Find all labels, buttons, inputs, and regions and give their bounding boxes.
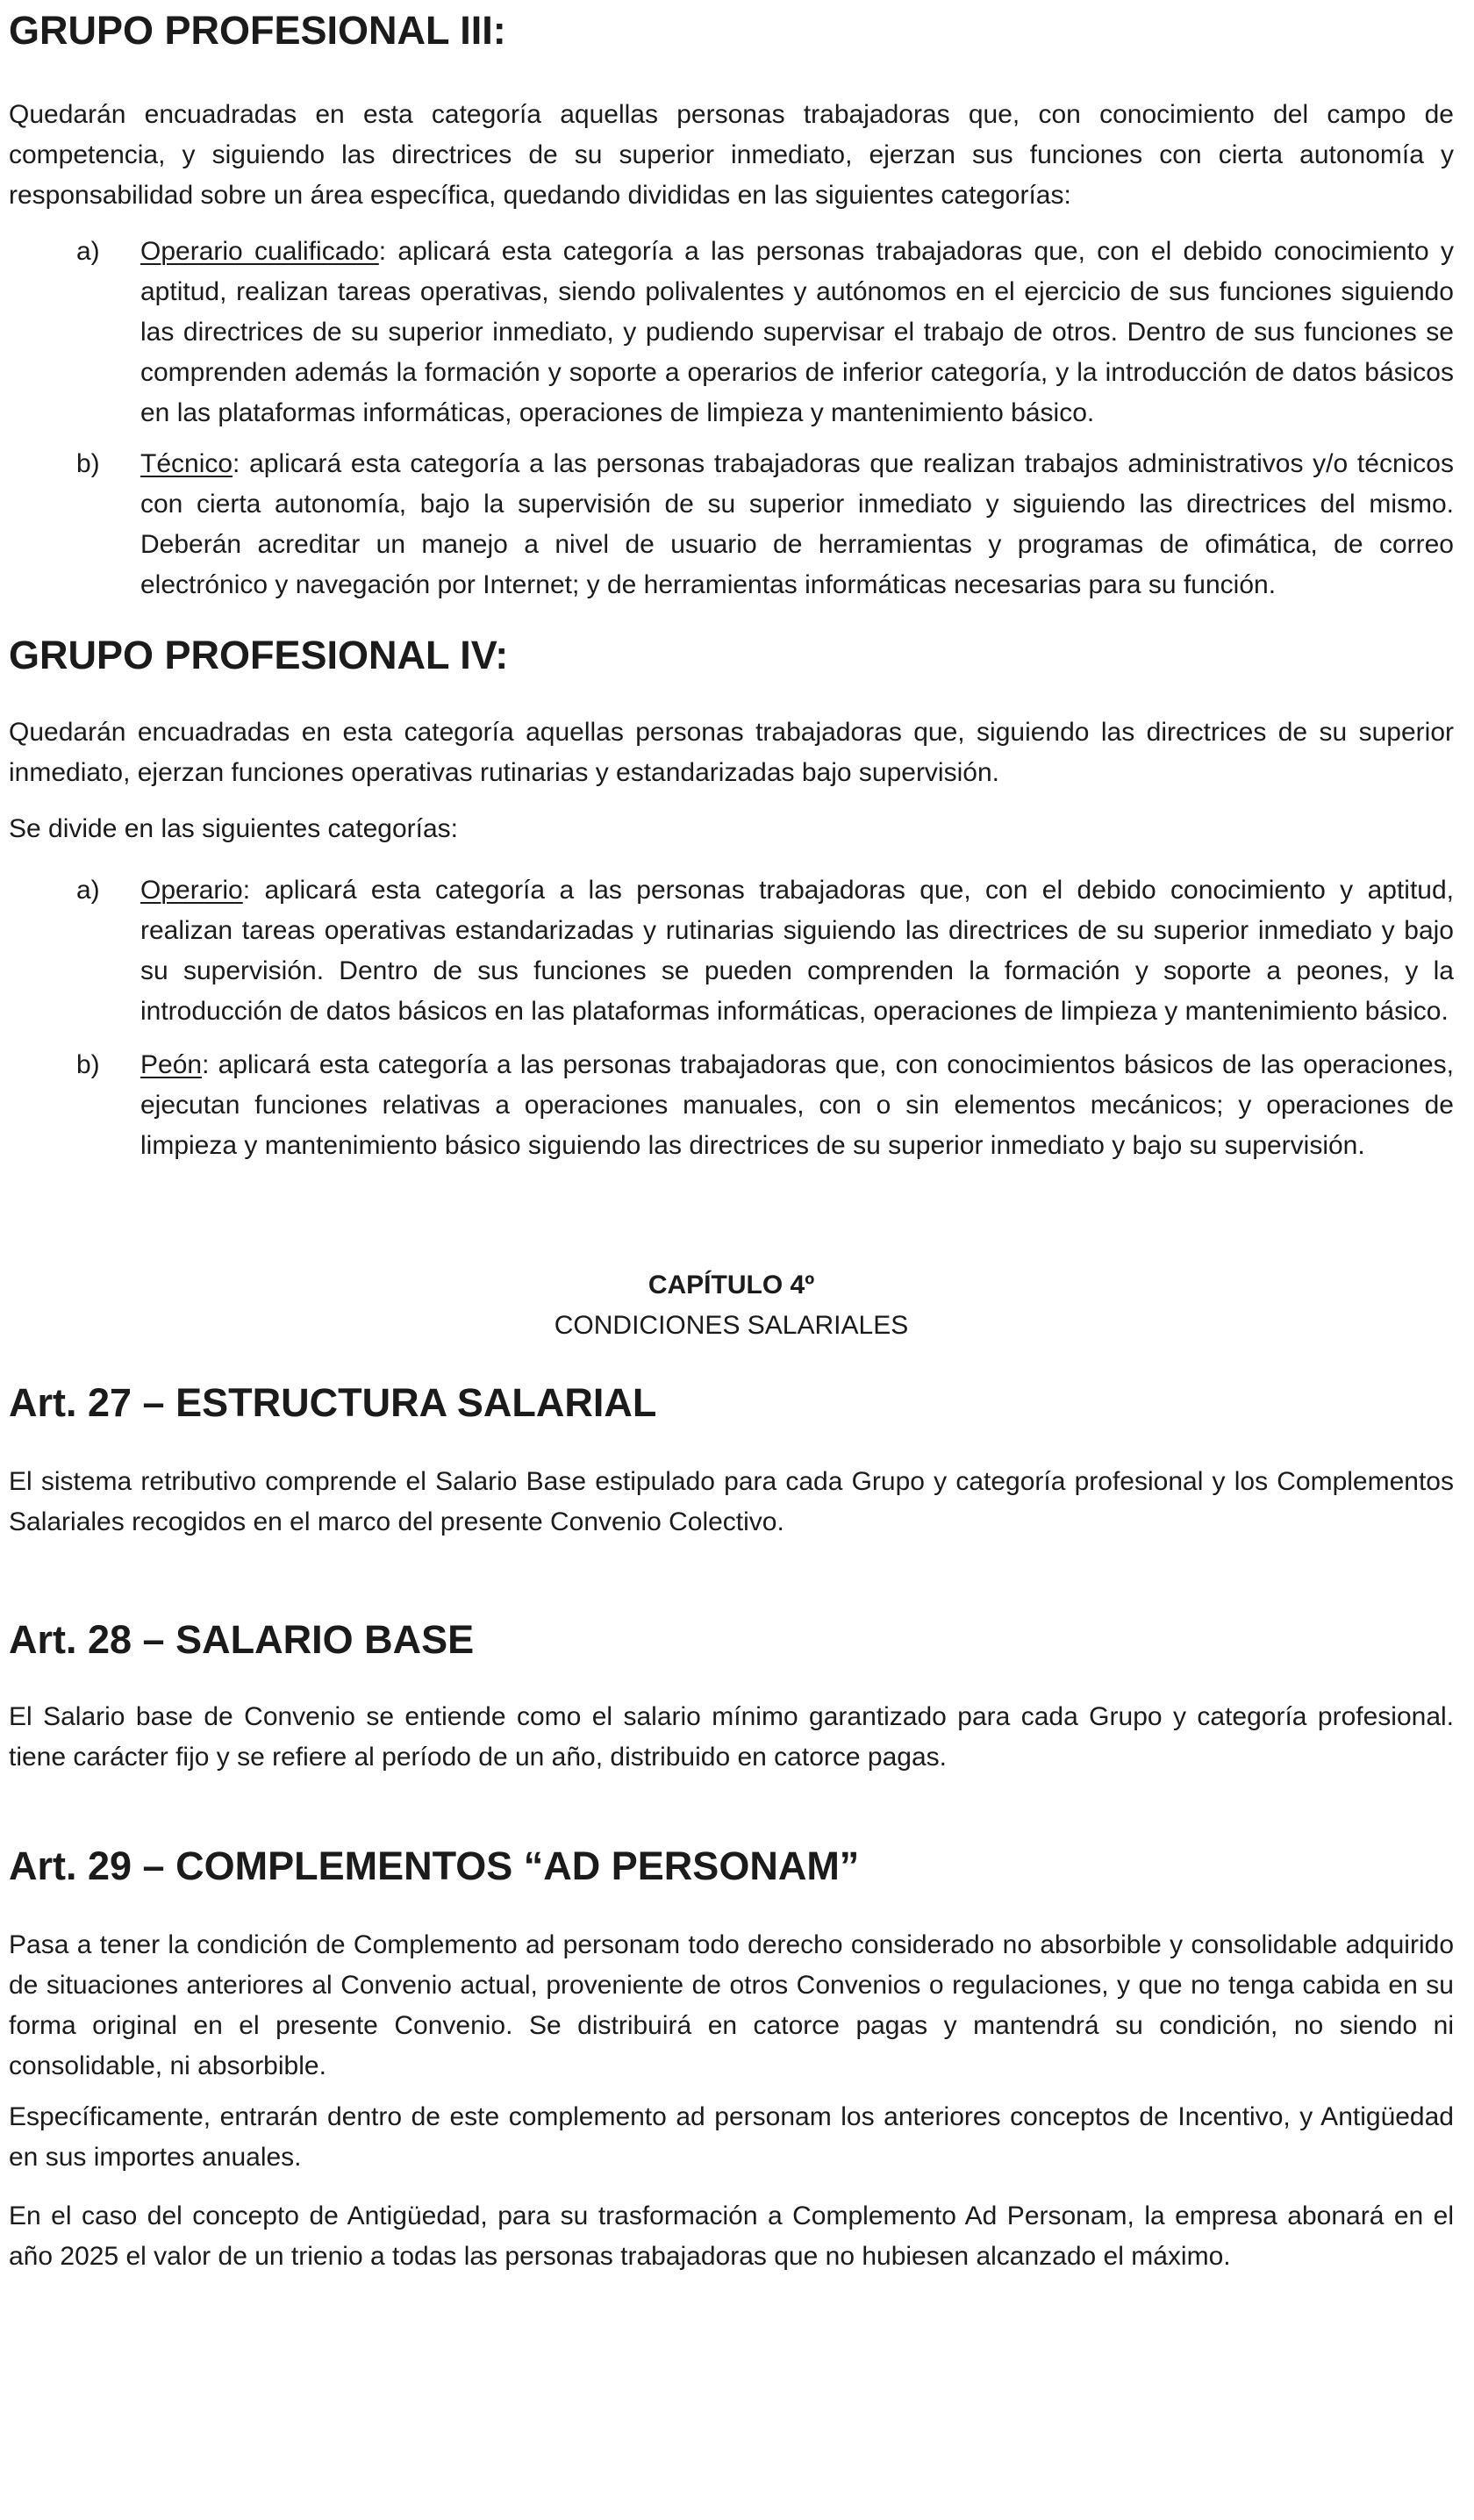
group3-item-a-term: Operario cualificado <box>140 237 379 266</box>
chapter-title: CAPÍTULO 4º <box>648 1271 815 1299</box>
group3-item-a-text: : aplicará esta categoría a las personas trabajadoras que, con el debido conocimiento y aptitud, realizan tareas operativas, siendo polivalentes y autónomos en el ejercicio de sus funciones siguiendo las directrices de su superior inmediato, y pudiendo supervisar el trabajo de otros. Dentro de sus funciones se comprenden además la formación y soporte a operarios de inferior categoría, y la introducción de datos básicos en las plataformas informáticas, operaciones de limpieza y mantenimiento básico. <box>140 237 1455 427</box>
art29-paragraph-3: En el caso del concepto de Antigüedad, para su trasformación a Complemento Ad Personam, la empresa abonará en el año 2025 el valor de un trienio a todas las personas trabajadoras que no hubiesen alcanzado el máximo. <box>9 2201 1454 2271</box>
group3-item-b-marker: b) <box>76 449 100 478</box>
group3-item-b <box>9 444 1454 605</box>
art28-paragraph: El Salario base de Convenio se entiende como el salario mínimo garantizado para cada Grupo y categoría profesional. tiene carácter fijo y se refiere al período de un año, distribuido en catorce pagas. <box>9 1702 1454 1772</box>
group4-item-a-term: Operario <box>140 876 243 905</box>
art29-paragraph-1: Pasa a tener la condición de Complemento ad personam todo derecho considerado no absorbible y consolidable adquirido de situaciones anteriores al Convenio actual, proveniente de otros Convenios o regulaciones, y que no tenga cabida en su forma original en el presente Convenio. Se distribuirá en catorce pagas y mantendrá su condición, no siendo ni consolidable, ni absorbible. <box>9 1930 1454 2080</box>
group3-intro-paragraph: Quedarán encuadradas en esta categoría aquellas personas trabajadoras que, con conocimiento del campo de competencia, y siguiendo las directrices de su superior inmediato, ejerzan sus funciones con cierta autonomía y responsabilidad sobre un área específica, quedando divididas en las siguientes categorías: <box>9 100 1454 210</box>
art28-heading: Art. 28 – SALARIO BASE <box>9 1617 475 1662</box>
art27-paragraph: El sistema retributivo comprende el Salario Base estipulado para cada Grupo y categoría profesional y los Complementos Salariales recogidos en el marco del presente Convenio Colectivo. <box>9 1467 1454 1536</box>
group4-intro-paragraph: Quedarán encuadradas en esta categoría aquellas personas trabajadoras que, siguiendo las directrices de su superior inmediato, ejerzan funciones operativas rutinarias y estandarizadas bajo supervisión. <box>9 718 1454 787</box>
group3-heading: GRUPO PROFESIONAL III: <box>9 8 506 53</box>
group3-item-b-text: : aplicará esta categoría a las personas trabajadoras que realizan trabajos administrativos y/o técnicos con cierta autonomía, bajo la supervisión de su superior inmediato y siguiendo las directrices del mismo. Deberán acreditar un manejo a nivel de usuario de herramientas y programas de ofimática, de correo electrónico y navegación por Internet; y de herramientas informáticas necesarias para su función. <box>140 449 1454 599</box>
group3-item-b-term: Técnico <box>140 449 233 478</box>
art29-paragraph-2: Específicamente, entrarán dentro de este complemento ad personam los anteriores conceptos de Incentivo, y Antigüedad en sus importes anuales. <box>9 2102 1454 2172</box>
group4-item-b-text: : aplicará esta categoría a las personas trabajadoras que, con conocimientos básicos de las operaciones, ejecutan funciones relativas a operaciones manuales, con o sin elementos mecánicos; y operaciones de limpieza y mantenimiento básico siguiendo las directrices de su superior inmediato y bajo su supervisión. <box>140 1050 1454 1160</box>
group4-item-b <box>9 1045 1454 1166</box>
group4-item-a-marker: a) <box>76 876 100 905</box>
group3-item-a <box>9 232 1454 433</box>
group4-item-b-marker: b) <box>76 1050 100 1079</box>
group4-divide-line: Se divide en las siguientes categorías: <box>9 814 458 843</box>
group4-item-a-text: : aplicará esta categoría a las personas trabajadoras que, con el debido conocimiento y aptitud, realizan tareas operativas estandarizadas y rutinarias siguiendo las directrices de su superior inmediato y bajo su supervisión. Dentro de sus funciones se pueden comprenden la formación y soporte a peones, y la introducción de datos básicos en las plataformas informáticas, operaciones de limpieza y mantenimiento básico. <box>140 876 1454 1026</box>
art27-heading: Art. 27 – ESTRUCTURA SALARIAL <box>9 1380 657 1425</box>
group3-item-a-marker: a) <box>76 237 100 266</box>
group4-item-a <box>9 870 1454 1032</box>
chapter-subtitle: CONDICIONES SALARIALES <box>554 1311 909 1340</box>
art29-heading: Art. 29 – COMPLEMENTOS “AD PERSONAM” <box>9 1843 860 1888</box>
group4-heading: GRUPO PROFESIONAL IV: <box>9 633 509 677</box>
group4-item-b-term: Peón <box>140 1050 203 1079</box>
